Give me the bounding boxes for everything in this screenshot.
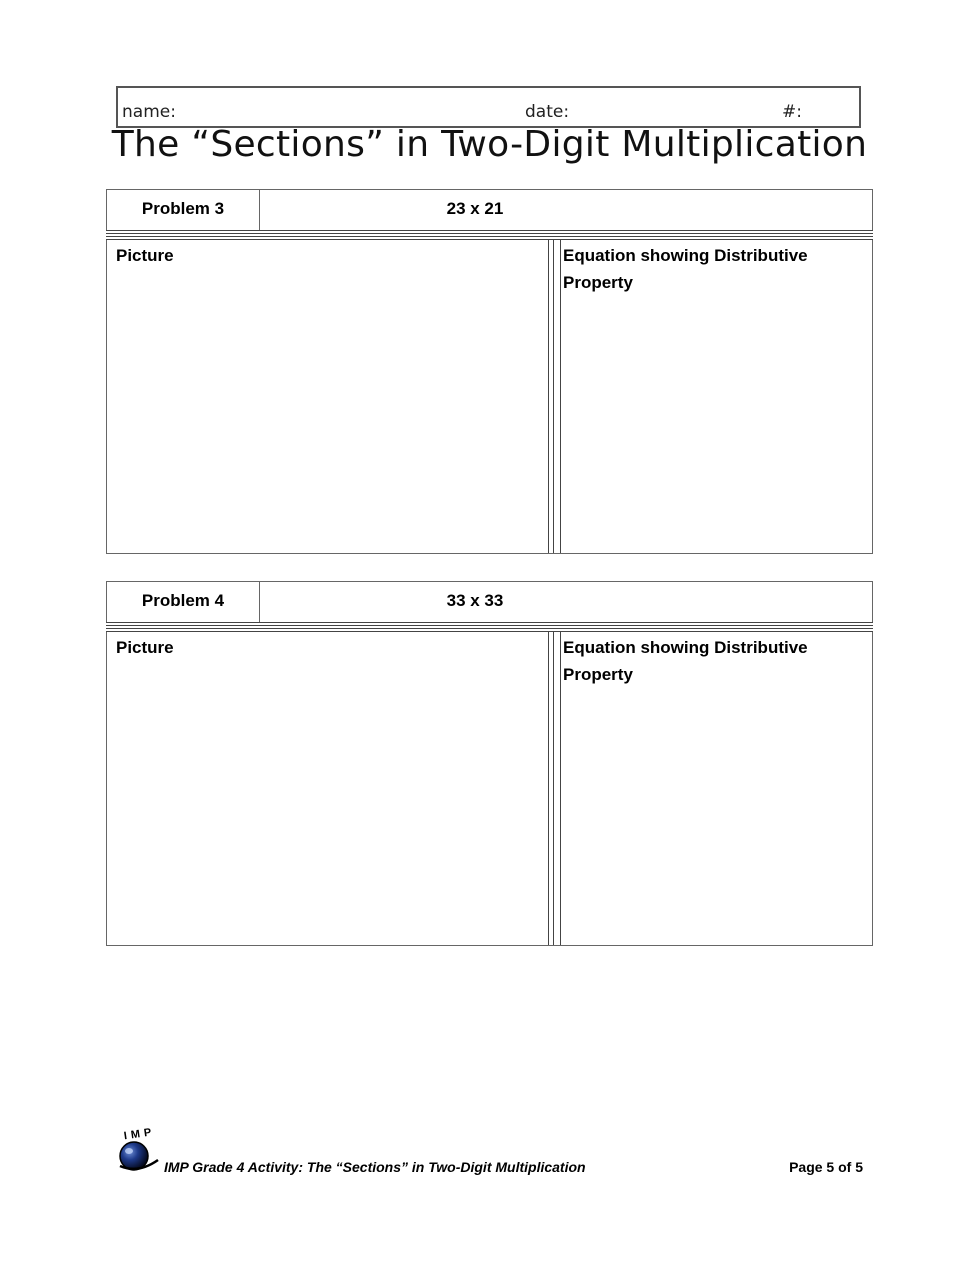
imp-logo [114, 1126, 162, 1172]
problem-expression: 33 x 33 [446, 591, 504, 610]
problem-label: Problem 3 [141, 199, 225, 218]
student-info-box [116, 86, 861, 128]
double-rule [106, 622, 873, 626]
footer-activity-title: IMP Grade 4 Activity: The “Sections” in Two-Digit Multiplication [164, 1159, 586, 1175]
page-title: The “Sections” in Two-Digit Multiplication [111, 124, 868, 165]
problem-block [106, 581, 873, 947]
equation-label: Equation showing Distributive Property [563, 246, 808, 292]
picture-label: Picture [116, 246, 174, 265]
page-number: Page 5 of 5 [789, 1159, 863, 1175]
date-label: date: [525, 102, 570, 122]
work-area [106, 632, 873, 946]
problem-expression: 23 x 21 [446, 199, 504, 218]
name-label: name: [122, 102, 176, 122]
logo-text: IMP [123, 1126, 157, 1143]
work-area [106, 240, 873, 554]
double-rule [106, 230, 873, 234]
problem-block [106, 189, 873, 555]
equation-label: Equation showing Distributive Property [563, 638, 808, 684]
problem-header-row [106, 581, 873, 623]
number-label: #: [782, 102, 802, 122]
problem-label: Problem 4 [141, 591, 225, 610]
problem-header-row [106, 189, 873, 231]
picture-label: Picture [116, 638, 174, 657]
